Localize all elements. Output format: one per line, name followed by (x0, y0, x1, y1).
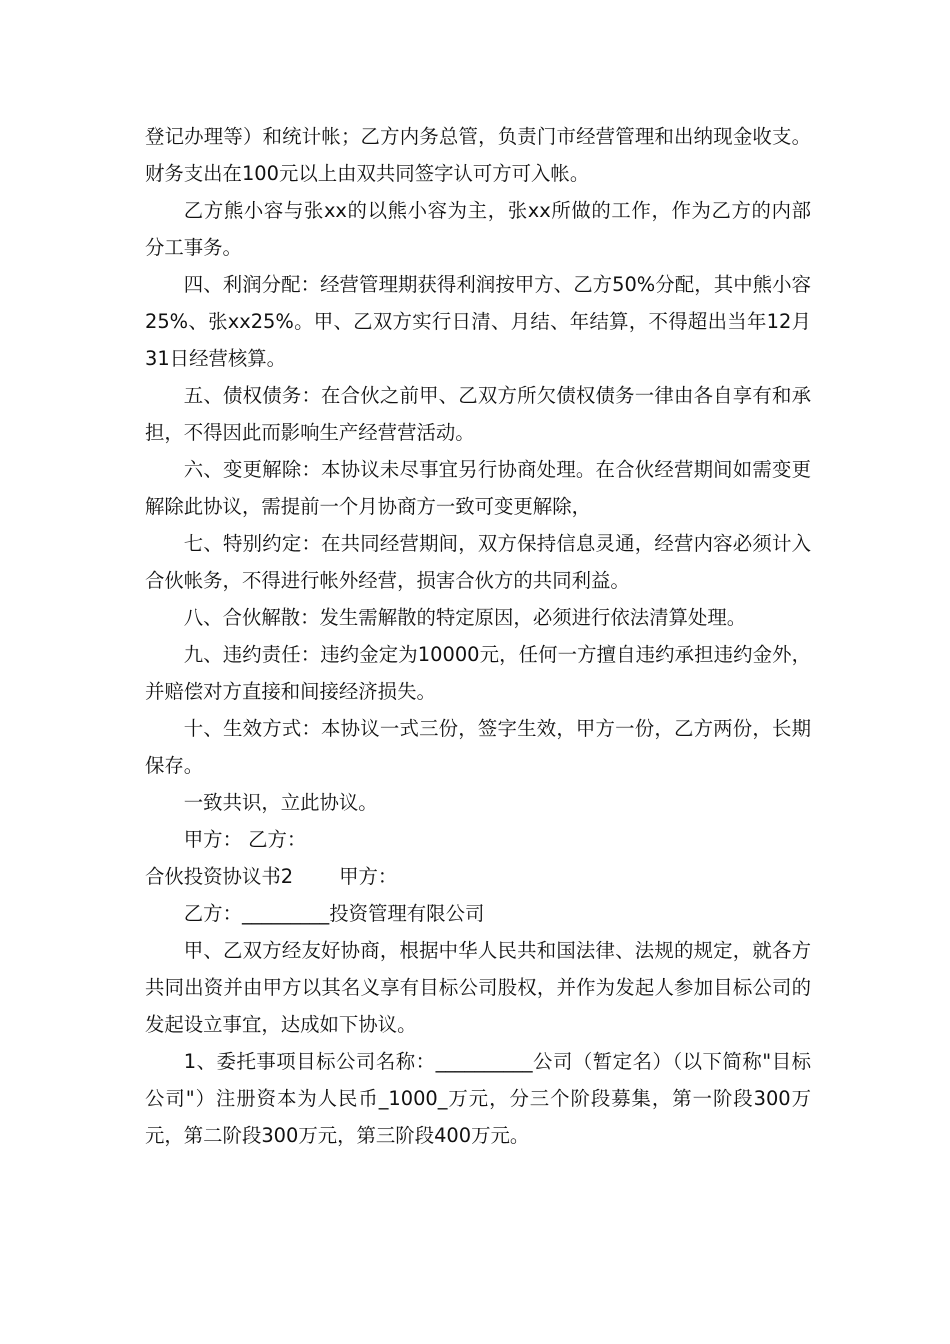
paragraph-special-agreement: 七、特别约定：在共同经营期间，双方保持信息灵通，经营内容必须计入合伙帐务，不得进行帐外经营，损害合伙方的共同利益。 (145, 532, 811, 592)
document-page (145, 118, 811, 1154)
paragraph-change-termination: 六、变更解除：本协议未尽事宜另行协商处理。在合伙经营期间如需变更解除此协议，需提前一个月协商方一致可变更解除， (145, 458, 811, 518)
paragraph-division-of-work: 乙方熊小容与张xx的以熊小容为主，张xx所做的工作，作为乙方的内部分工事务。 (145, 199, 811, 259)
paragraph-signature-parties: 甲方： 乙方： (183, 828, 307, 851)
paragraph-entrusted-matters: 1、委托事项目标公司名称：__________公司（暂定名）（以下简称"目标公司"）注册资本为人民币_1000_万元，分三个阶段募集，第一阶段300万元，第二阶段300万元，第三阶段400万元。 (145, 1050, 811, 1147)
paragraph-debts: 五、债权债务：在合伙之前甲、乙双方所欠债权债务一律由各自享有和承担，不得因此而影响生产经营营活动。 (145, 384, 811, 444)
paragraph-party-b-company: 乙方：_________投资管理有限公司 (183, 902, 485, 925)
second-agreement-title: 合伙投资协议书2 (145, 865, 294, 888)
second-agreement-title-line (145, 858, 811, 895)
paragraph-effectiveness: 十、生效方式：本协议一式三份，签字生效，甲方一份，乙方两份，长期保存。 (145, 717, 811, 777)
paragraph-dissolution: 八、合伙解散：发生需解散的特定原因，必须进行依法清算处理。 (183, 606, 747, 629)
paragraph-negotiation-preamble: 甲、乙双方经友好协商，根据中华人民共和国法律、法规的规定，就各方共同出资并由甲方以其名义享有目标公司股权，并作为发起人参加目标公司的发起设立事宜，达成如下协议。 (145, 939, 811, 1036)
second-party-a-label: 甲方： (339, 865, 398, 888)
paragraph-consensus: 一致共识，立此协议。 (183, 791, 378, 814)
paragraph-breach-liability: 九、违约责任：违约金定为10000元，任何一方擅自违约承担违约金外，并赔偿对方直接和间接经济损失。 (145, 643, 811, 703)
paragraph-registration: 登记办理等）和统计帐；乙方内务总管，负责门市经营管理和出纳现金收支。财务支出在100元以上由双共同签字认可方可入帐。 (145, 125, 811, 185)
paragraph-profit-distribution: 四、利润分配：经营管理期获得利润按甲方、乙方50%分配，其中熊小容25%、张xx25%。甲、乙双方实行日清、月结、年结算，不得超出当年12月31日经营核算。 (145, 273, 811, 370)
